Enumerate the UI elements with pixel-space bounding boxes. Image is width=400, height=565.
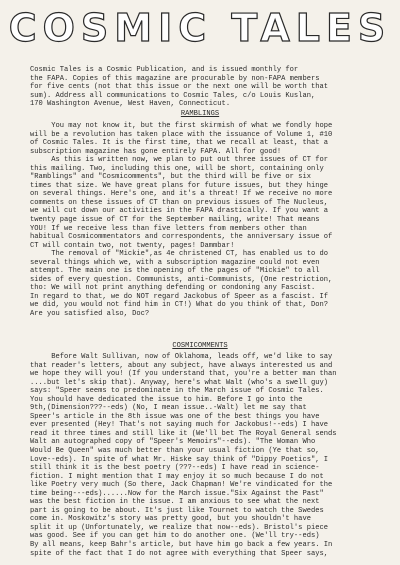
cosmicomments-body: Before Walt Sullivan, now of Oklahoma, leads off, we'd like to say that reader's letters, about any subject, have always interested us and we hope they will you! (If you understand that, you're a better man than ....but let's skip that). Anyway, here's what Walt (who's a swell guy) says: "Speer seems to predominate in the March issue of Cosmic Tales. You should have dedicated the issue to him. Before I go into the 9th,(Dimension???--eds) (No, I mean issue..-Walt) let me say that Speer's article in the 8th issue was one of the best things you have ever presented (Hey! That's not saying much for Jackobus!--eds) I have read it three times and still like it (We'll bet The Royal General sends Walt an autographed copy of "Speer's Memoirs"--eds). "The Woman Who Would Be Queen" was much better than your usual fiction (Ye that so, Love--eds). In spite of what Mr. Hiske say think of "Dippy Poetics", I still think it is the best poetry (???--eds) I have read in science- fiction. I might mention that I may enjoy it so much because I do not like Poetry very much (So there, Jack Chapman! We're vindicated for the time being---eds)......Now for the March issue."Six Against the Past" was the best fiction in the issue. I am anxious to see what the next part is going to be about. It's just like Tournet to watch the Swedes come in. Moskowitz's story was pretty good, but you shouldn't have split it up (Unfortunately, we realize that now--eds). Bristol's piece was good. See if you can get him to do another one. (We'll try--eds) By all means, keep Bahr's article, but have him go back a few years. In spite of the fact that I do not agree with everything that Speer says, <box>30 353 337 558</box>
ramblings-body: You may not know it, but the first skirmish of what we fondly hope will be a revolution has taken place with the issuance of Volume 1, #10 of Cosmic Tales. It is the first time, that we recall at least, that a subscription magazine has gone entirely FAPA. All for good! As this is written now, we plan to put out three issues of CT for this mailing. Two, including this one, will be short, containing only "Ramblings" and "Cosmicomments", but the third will be five or six times that size. We have great plans for future issues, but they hinge on several things. Here's one, and it's a threat! If we receive no more comments on these issues of CT than on previous issues of The Nucleus, we will cut down our activities in the FAPA drastically. If you want a twenty page issue of CT for the September mailing, write! That means YOU! If we receive less than five letters from members other than habitual Cosmicommentators and correspondents, the anniversary issue of CT will contain two, not twenty, pages! Dammbar! The removal of "Mickie",as 4e christened CT, has enabled us to do several things which we, with a subscription magazine could not even attempt. The main one is the opening of the pages of "Mickie" to all sides of every question. Communists, anti-Communists, (One restriction, tho: We will not print anything defending or condoning any Fascist. In regard to that, we do NOT regard Jackobus of Speer as a fascist. If we did, you would not find him in CT!) What do you think of that, Don? Are you satisfied also, Doc? <box>30 122 333 319</box>
intro-paragraph: Cosmic Tales is a Cosmic Publication, and is issued monthly for the FAPA. Copies of this magazine are procurable by non-FAPA members for five cents (not that this issue or the next one will be worth that sum). Address all communications to Cosmic Tales, c/o Louis Kuslan, 170 Washington Avenue, West Haven, Connecticut. <box>30 66 328 109</box>
ramblings-heading-text: RAMBLINGS <box>180 110 220 118</box>
section-heading-ramblings <box>0 110 400 119</box>
magazine-title: COSMIC TALES <box>8 6 392 50</box>
cosmicomments-heading-text: COSMICOMMENTS <box>172 342 228 350</box>
section-heading-cosmicomments <box>0 342 400 351</box>
